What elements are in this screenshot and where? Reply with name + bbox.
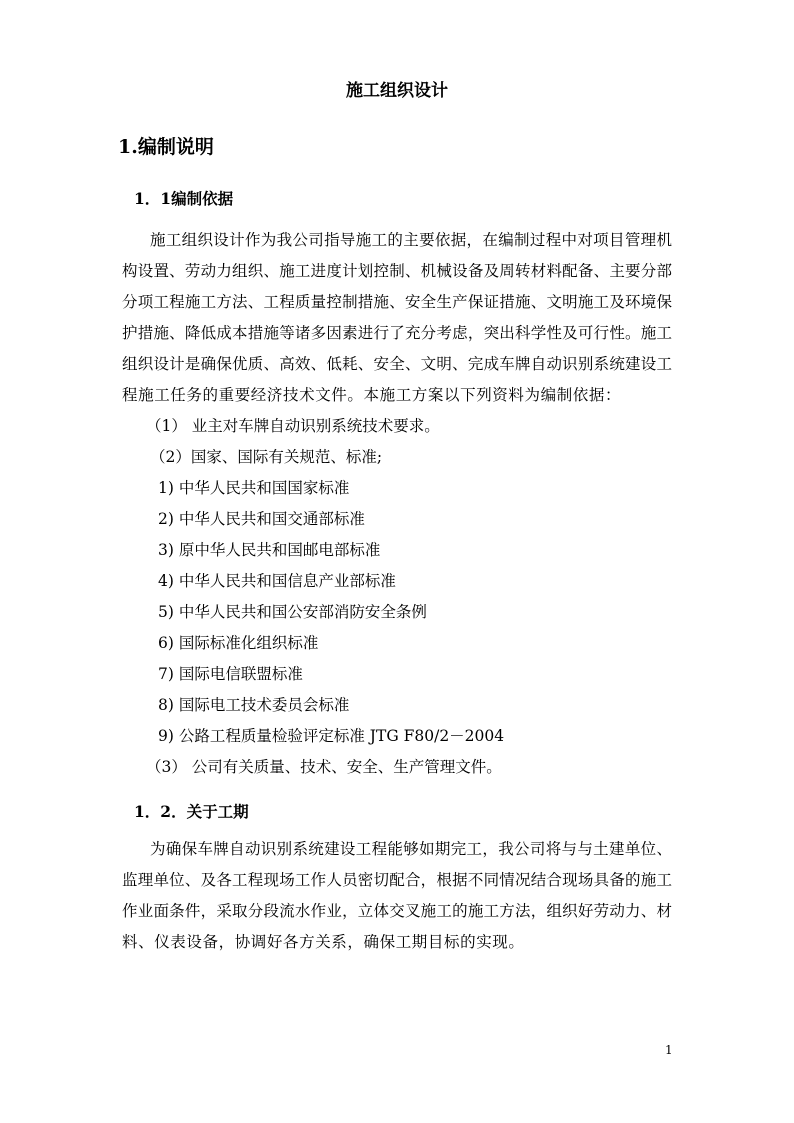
list-item: 3) 原中华人民共和国邮电部标准 — [158, 541, 381, 559]
paragraph-line: 组织设计是确保优质、高效、低耗、安全、文明、完成车牌自动识别系统建设工 — [122, 355, 672, 373]
paragraph-line: 施工组织设计作为我公司指导施工的主要依据，在编制过程中对项目管理机 — [150, 231, 672, 249]
list-item: （3） 公司有关质量、技术、安全、生产管理文件。 — [146, 758, 502, 776]
paragraph-line: 监理单位、及各工程现场工作人员密切配合，根据不同情况结合现场具备的施工 — [122, 871, 672, 889]
paragraph-line: 料、仪表设备，协调好各方关系，确保工期目标的实现。 — [122, 933, 525, 951]
paragraph-line: 为确保车牌自动识别系统建设工程能够如期完工，我公司将与与土建单位、 — [150, 840, 672, 858]
subsection-heading-schedule: 1．2．关于工期 — [134, 802, 249, 821]
list-item: 9) 公路工程质量检验评定标准 JTG F80/2－2004 — [158, 727, 505, 745]
list-item: （1） 业主对车牌自动识别系统技术要求。 — [146, 417, 440, 435]
list-item: 1) 中华人民共和国国家标准 — [158, 479, 350, 497]
list-item: 2) 中华人民共和国交通部标准 — [158, 510, 365, 528]
list-item: 8) 国际电工技术委员会标准 — [158, 696, 350, 714]
page-number: 1 — [665, 1043, 673, 1057]
paragraph-line: 作业面条件，采取分段流水作业，立体交叉施工的施工方法，组织好劳动力、材 — [122, 902, 672, 920]
paragraph-line: 分项工程施工方法、工程质量控制措施、安全生产保证措施、文明施工及环境保 — [122, 293, 672, 311]
subsection-heading-basis: 1．1编制依据 — [134, 189, 234, 208]
list-item: 5) 中华人民共和国公安部消防安全条例 — [158, 603, 427, 621]
list-item: 6) 国际标准化组织标准 — [158, 634, 319, 652]
paragraph-line: 护措施、降低成本措施等诸多因素进行了充分考虑，突出科学性及可行性。施工 — [122, 324, 672, 342]
paragraph-line: 构设置、劳动力组织、施工进度计划控制、机械设备及周转材料配备、主要分部 — [122, 262, 672, 280]
list-item: 4) 中华人民共和国信息产业部标准 — [158, 572, 396, 590]
list-item: （2）国家、国际有关规范、标准; — [150, 448, 383, 466]
paragraph-line: 程施工任务的重要经济技术文件。本施工方案以下列资料为编制依据： — [122, 386, 622, 404]
document-title: 施工组织设计 — [346, 81, 448, 101]
section-heading: 1.编制说明 — [118, 136, 214, 158]
list-item: 7) 国际电信联盟标准 — [158, 665, 303, 683]
